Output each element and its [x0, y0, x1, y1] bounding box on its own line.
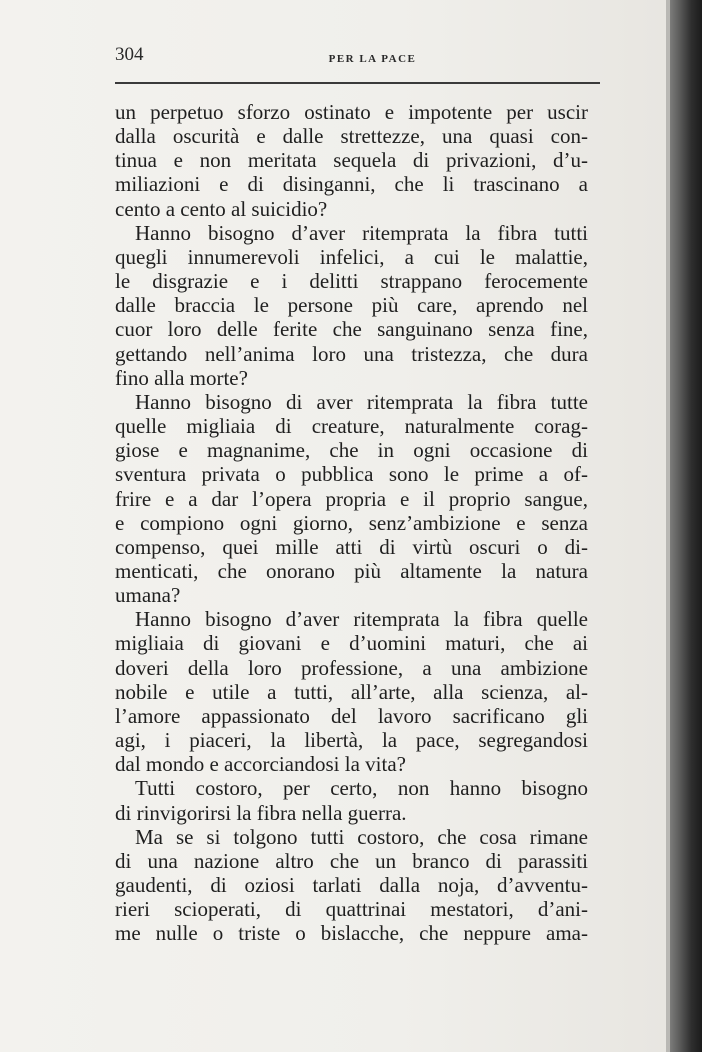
text-line: dal mondo e accorciandosi la vita?	[115, 752, 406, 777]
text-line: menticati, che onorano più altamente la natura	[115, 558, 588, 583]
text-line: giose e magnanime, che in ogni occasione di	[115, 438, 588, 463]
text-line: gaudenti, di oziosi tarlati dalla noja, d’avventu-	[115, 873, 588, 897]
text-line: sventura privata o pubblica sono le prime a of-	[115, 462, 588, 487]
text-line: me nulle o triste o bislacche, che neppure ama-	[115, 921, 588, 946]
running-head: PER LA PACE	[328, 53, 417, 65]
text-line: quelle migliaia di creature, naturalmente corag-	[115, 414, 588, 439]
book-gutter	[666, 0, 702, 1052]
text-line: di una nazione altro che un branco di parassiti	[115, 848, 588, 873]
text-line: dalla oscurità e dalle strettezze, una quasi con-	[115, 124, 588, 149]
text-line: un perpetuo sforzo ostinato e impotente per uscir	[115, 100, 588, 124]
body-text	[115, 100, 588, 945]
text-line: rieri scioperati, di quattrinai mestatori, d’ani-	[115, 897, 588, 922]
text-line: l’amore appassionato del lavoro sacrificano gli	[115, 703, 588, 728]
text-line: cento a cento al suicidio?	[115, 196, 328, 221]
text-line: Tutti costoro, per certo, non hanno bisogno	[135, 776, 588, 801]
text-line: dalle braccia le persone più care, aprendo nel	[115, 293, 588, 318]
paragraph	[115, 221, 588, 390]
text-line: e compiono ogni giorno, senz’ambizione e senza	[115, 510, 588, 535]
paragraph	[115, 607, 588, 776]
text-line: miliazioni e di disinganni, che li trascinano a	[115, 172, 588, 197]
text-line: gettando nell’anima loro una tristezza, che dura	[115, 341, 588, 366]
text-line: nobile e utile a tutti, all’arte, alla scienza, al-	[115, 679, 588, 704]
text-line: frire e a dar l’opera propria e il proprio sangue,	[115, 486, 588, 511]
text-line: tinua e non meritata sequela di privazioni, d’u-	[115, 148, 588, 173]
header-rule	[115, 82, 600, 84]
paragraph	[115, 390, 588, 607]
text-line: compenso, quei mille atti di virtù oscuri o di-	[115, 534, 588, 559]
text-line: cuor loro delle ferite che sanguinano senza fine,	[115, 317, 588, 342]
page-number: 304	[115, 44, 144, 65]
text-line: agi, i piaceri, la libertà, la pace, segregandosi	[115, 728, 588, 753]
text-line: umana?	[115, 583, 181, 608]
text-line: quegli innumerevoli infelici, a cui le malattie,	[115, 244, 588, 269]
text-line: migliaia di giovani e d’uomini maturi, che ai	[115, 631, 588, 656]
paragraph	[115, 825, 588, 946]
text-line: fino alla morte?	[115, 365, 248, 390]
text-line: Hanno bisogno d’aver ritemprata la fibra tutti	[135, 220, 588, 245]
page-header	[115, 44, 600, 72]
text-line: doveri della loro professione, a una ambizione	[115, 655, 588, 680]
paragraph	[115, 100, 588, 221]
text-line: di rinvigorirsi la fibra nella guerra.	[115, 800, 407, 825]
paragraph	[115, 776, 588, 824]
text-line: Hanno bisogno d’aver ritemprata la fibra quelle	[135, 607, 588, 632]
text-line: le disgrazie e i delitti strappano ferocemente	[115, 269, 588, 294]
text-line: Hanno bisogno di aver ritemprata la fibra tutte	[135, 389, 588, 414]
text-line: Ma se si tolgono tutti costoro, che cosa rimane	[135, 824, 588, 849]
